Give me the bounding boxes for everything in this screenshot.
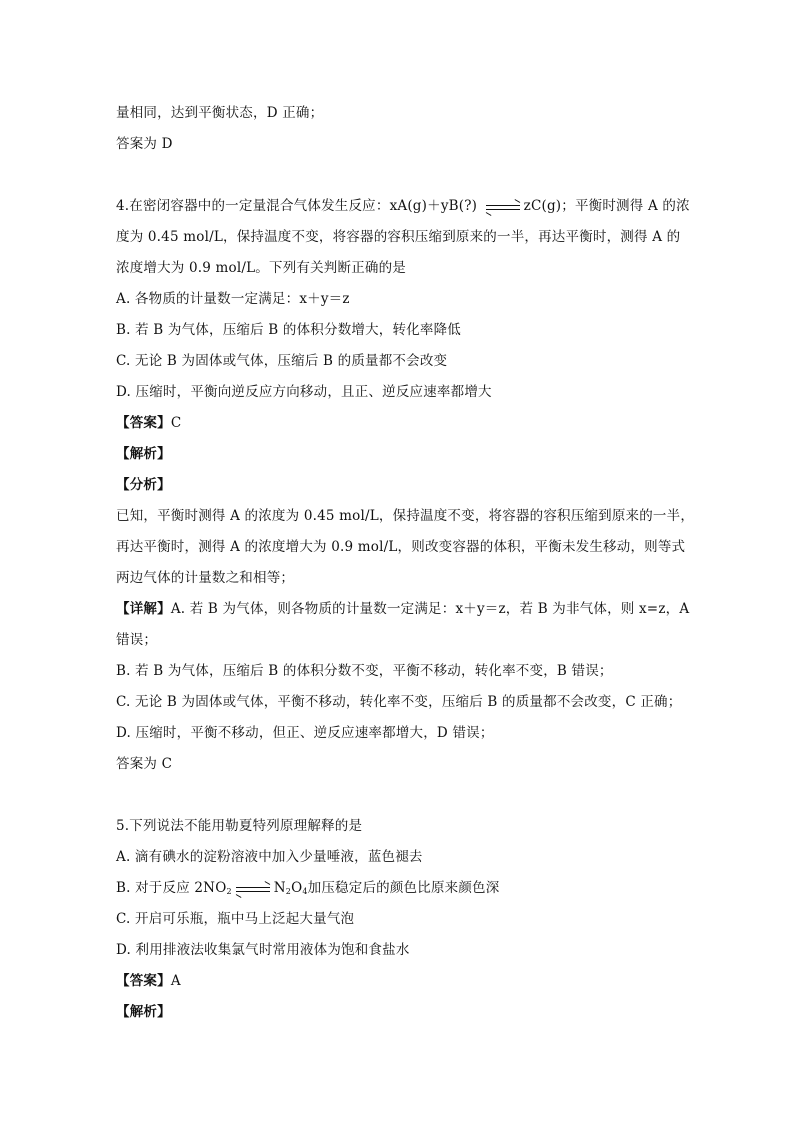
q4-fenxi-line3: 两边气体的计量数之和相等； bbox=[116, 570, 295, 586]
q4-detail-line1 bbox=[116, 600, 689, 618]
q4-option-b: B. 若 B 为气体，压缩后 B 的体积分数增大，转化率降低 bbox=[116, 322, 462, 338]
q4-stem-line1 bbox=[116, 197, 690, 215]
formula-o: O bbox=[291, 880, 303, 896]
q5-option-d: D. 利用排液法收集氯气时常用液体为饱和食盐水 bbox=[116, 942, 410, 958]
prev-explanation-tail: 量相同，达到平衡状态，D 正确； bbox=[116, 105, 324, 121]
q4-option-a: A. 各物质的计量数一定满足：x＋y＝z bbox=[116, 291, 350, 307]
q5-analysis-tag: 【解析】 bbox=[116, 1004, 171, 1020]
formula-n: N bbox=[273, 880, 286, 896]
q4-detail-d: D. 压缩时，平衡不移动，但正、逆反应速率都增大，D 错误； bbox=[116, 725, 494, 741]
q4-detail-line2: 错误； bbox=[116, 632, 158, 648]
q4-fenxi-line2: 再达平衡时，测得 A 的浓度增大为 0.9 mol/L，则改变容器的体积，平衡未发生移动，则等式 bbox=[116, 539, 686, 555]
q4-detail-c: C. 无论 B 为固体或气体，平衡不移动，转化率不变，压缩后 B 的质量都不会改变，C 正确； bbox=[116, 694, 682, 710]
q4-stem-part-b: zC(g)；平衡时测得 A 的浓 bbox=[523, 198, 690, 214]
q5-option-b bbox=[116, 879, 499, 901]
q4-detail-b: B. 若 B 为气体，压缩后 B 的体积分数不变，平衡不移动，转化率不变，B 错误； bbox=[116, 663, 613, 679]
detail-tag: 【详解】 bbox=[116, 601, 171, 617]
detail-text: A. 若 B 为气体，则各物质的计量数一定满足：x＋y＝z，若 B 为非气体，则 x=z，A bbox=[170, 601, 690, 617]
q4-answer bbox=[116, 414, 181, 432]
subscript: 2 bbox=[226, 887, 232, 896]
q4-final-answer: 答案为 C bbox=[116, 756, 173, 772]
opt-b-prefix: B. 对于反应 2NO bbox=[116, 880, 227, 896]
q4-option-c: C. 无论 B 为固体或气体，压缩后 B 的质量都不会改变 bbox=[116, 353, 448, 369]
subscript: 2 bbox=[285, 887, 292, 896]
q5-option-a: A. 滴有碘水的淀粉溶液中加入少量唾液，蓝色褪去 bbox=[116, 849, 423, 865]
answer-tag: 【答案】 bbox=[116, 973, 171, 989]
q5-answer bbox=[116, 972, 181, 990]
opt-b-suffix: 加压稳定后的颜色比原来颜色深 bbox=[307, 880, 500, 896]
equilibrium-arrow-icon bbox=[236, 884, 270, 894]
q4-stem-line3: 浓度增大为 0.9 mol/L。下列有关判断正确的是 bbox=[116, 260, 407, 276]
q4-fenxi-tag: 【分析】 bbox=[116, 477, 171, 493]
q4-stem-line2: 度为 0.45 mol/L，保持温度不变，将容器的容积压缩到原来的一半，再达平衡时，测得 A 的 bbox=[116, 229, 681, 245]
equilibrium-arrow-icon bbox=[486, 202, 520, 212]
q4-option-d: D. 压缩时，平衡向逆反应方向移动，且正、逆反应速率都增大 bbox=[116, 384, 492, 400]
answer-value: C bbox=[170, 415, 182, 431]
q4-fenxi-line1: 已知，平衡时测得 A 的浓度为 0.45 mol/L，保持温度不变，将容器的容积压缩到原来的一半， bbox=[116, 508, 695, 524]
q5-option-c: C. 开启可乐瓶，瓶中马上泛起大量气泡 bbox=[116, 911, 355, 927]
prev-answer: 答案为 D bbox=[116, 136, 173, 152]
answer-value: A bbox=[170, 973, 181, 989]
q4-stem-part-a: 4.在密闭容器中的一定量混合气体发生反应：xA(g)＋yB(?) bbox=[116, 198, 482, 214]
q5-stem: 5.下列说法不能用勒夏特列原理解释的是 bbox=[116, 818, 363, 834]
subscript: 4 bbox=[302, 887, 308, 896]
q4-analysis-tag: 【解析】 bbox=[116, 446, 171, 462]
answer-tag: 【答案】 bbox=[116, 415, 171, 431]
